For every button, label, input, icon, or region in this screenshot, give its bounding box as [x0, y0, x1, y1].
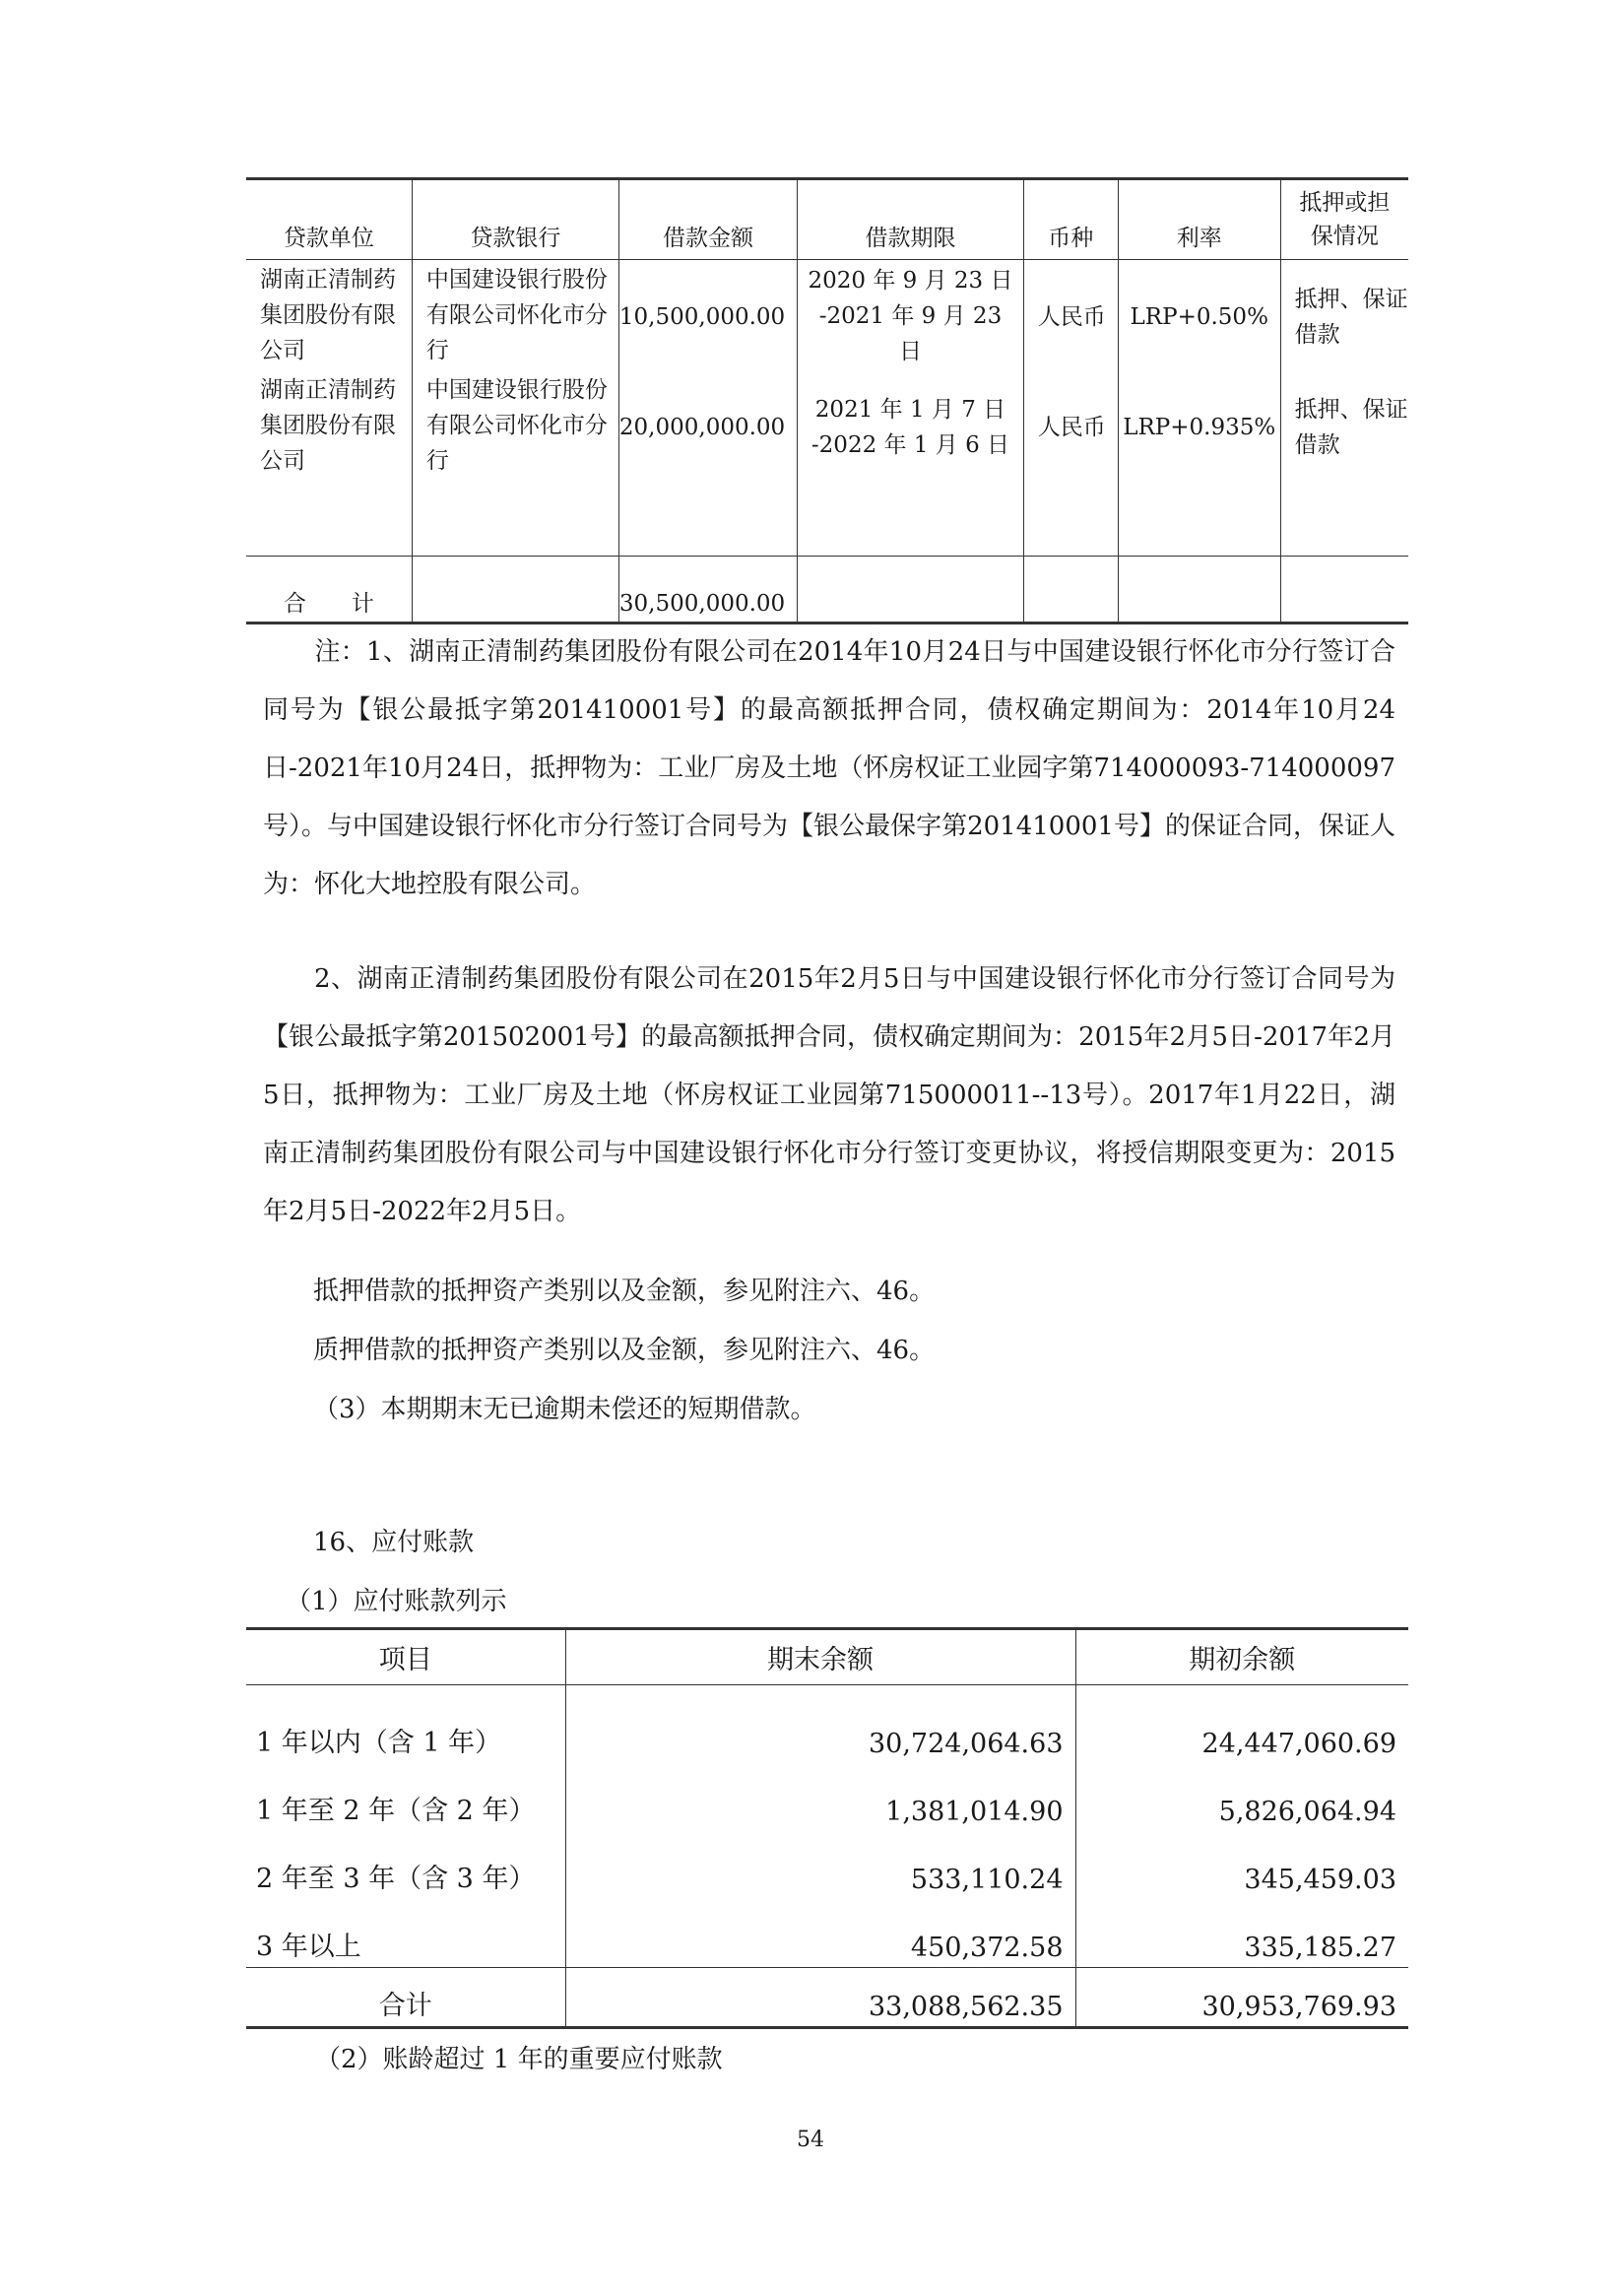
cell-guarantee: 抵押、保证借款	[1280, 260, 1408, 373]
ap-table-header	[246, 1629, 1408, 1685]
cell-loan-term: 2020 年 9 月 23 日 -2021 年 9 月 23 日	[798, 260, 1024, 373]
cell-item: 2 年至 3 年（含 3 年）	[256, 1864, 536, 1894]
table-row	[246, 1763, 1408, 1831]
cell-ending-balance: 450,372.58	[565, 1899, 1075, 1968]
cell-beginning-balance: 335,185.27	[1075, 1899, 1408, 1968]
cell-ending-balance: 533,110.24	[565, 1831, 1075, 1899]
cell-loan-term: 2021 年 1 月 7 日 -2022 年 1 月 6 日	[798, 372, 1024, 483]
cell-ending-balance: 1,381,014.90	[565, 1763, 1075, 1831]
cell-loan-unit: 湖南正清制药集团股份有限公司	[260, 377, 396, 474]
loan-table-header	[246, 179, 1408, 260]
header-loan-unit: 贷款单位	[246, 179, 412, 260]
accounts-payable-table	[246, 1627, 1408, 2029]
cell-total-beginning: 30,953,769.93	[1075, 1968, 1408, 2028]
note-2-text: 2、湖南正清制药集团股份有限公司在2015年2月5日与中国建设银行怀化市分行签订合同号为【银公最抵字第201502001号】的最高额抵押合同，债权确定期间为：2015年2月5日-2017年2月5日，抵押物为：工业厂房及土地（怀房权证工业园第715000011--13号）。2017年1月22日，湖南正清制药集团股份有限公司与中国建设银行怀化市分行签订变更协议，将授信期限变更为：2015年2月5日-2022年2月5日。	[263, 964, 1395, 1226]
pledge-note: 质押借款的抵押资产类别以及金额，参见附注六、46。	[313, 1336, 936, 1365]
cell-total-label: 合计	[246, 1968, 565, 2028]
table-row	[246, 1831, 1408, 1899]
table-row	[246, 1899, 1408, 1968]
cell-interest-rate: LRP+0.935%	[1118, 372, 1280, 483]
header-item: 项目	[246, 1629, 565, 1685]
table-row-total	[246, 557, 1408, 623]
cell-total-ending: 33,088,562.35	[565, 1968, 1075, 2028]
note-1-text: 注：1、湖南正清制药集团股份有限公司在2014年10月24日与中国建设银行怀化市分行签订合同号为【银公最抵字第201410001号】的最高额抵押合同，债权确定期间为：2014年10月24日-2021年10月24日，抵押物为：工业厂房及土地（怀房权证工业园字第714000093-714000097号）。与中国建设银行怀化市分行签订合同号为【银公最保字第201410001号】的保证合同，保证人为：怀化大地控股有限公司。	[263, 637, 1395, 899]
cell-beginning-balance: 24,447,060.69	[1075, 1685, 1408, 1764]
header-loan-amount: 借款金额	[618, 179, 797, 260]
note-2	[263, 951, 1395, 1241]
cell-item: 1 年以内（含 1 年）	[256, 1728, 502, 1758]
cell-loan-amount: 20,000,000.00	[618, 372, 797, 483]
mortgage-note: 抵押借款的抵押资产类别以及金额，参见附注六、46。	[313, 1277, 936, 1306]
cell-item: 1 年至 2 年（含 2 年）	[256, 1796, 536, 1826]
cell-currency: 人民币	[1023, 372, 1118, 483]
table-row	[246, 1685, 1408, 1764]
short-term-loan-table	[246, 177, 1408, 624]
cell-item: 3 年以上	[256, 1932, 361, 1962]
header-loan-term: 借款期限	[798, 179, 1024, 260]
page-number: 54	[797, 2128, 824, 2152]
table-row-total	[246, 1968, 1408, 2028]
header-currency: 币种	[1023, 179, 1118, 260]
header-ending-balance: 期末余额	[565, 1629, 1075, 1685]
cell-loan-unit: 湖南正清制药集团股份有限公司	[260, 267, 396, 363]
overdue-note: （3）本期期末无已逾期未偿还的短期借款。	[313, 1395, 816, 1424]
cell-beginning-balance: 5,826,064.94	[1075, 1763, 1408, 1831]
table-row	[246, 260, 1408, 373]
header-loan-bank: 贷款银行	[412, 179, 618, 260]
cell-loan-amount: 10,500,000.00	[618, 260, 797, 373]
cell-beginning-balance: 345,459.03	[1075, 1831, 1408, 1899]
cell-guarantee: 抵押、保证借款	[1280, 372, 1408, 483]
header-beginning-balance: 期初余额	[1075, 1629, 1408, 1685]
cell-interest-rate: LRP+0.50%	[1118, 260, 1280, 373]
cell-ending-balance: 30,724,064.63	[565, 1685, 1075, 1764]
table-row-empty	[246, 483, 1408, 557]
header-interest-rate: 利率	[1118, 179, 1280, 260]
table-row	[246, 372, 1408, 483]
cell-loan-bank: 中国建设银行股份有限公司怀化市分行	[412, 260, 618, 373]
cell-loan-bank: 中国建设银行股份有限公司怀化市分行	[412, 372, 618, 483]
section-subtitle-1: （1）应付账款列示	[286, 1587, 507, 1616]
header-guarantee: 抵押或担保情况	[1280, 179, 1408, 260]
section-subtitle-2: （2）账龄超过 1 年的重要应付账款	[315, 2045, 723, 2074]
section-title: 16、应付账款	[313, 1528, 475, 1557]
note-1	[263, 623, 1395, 914]
cell-total-amount: 30,500,000.00	[618, 557, 797, 623]
cell-total-label: 合 计	[246, 557, 412, 623]
cell-currency: 人民币	[1023, 260, 1118, 373]
